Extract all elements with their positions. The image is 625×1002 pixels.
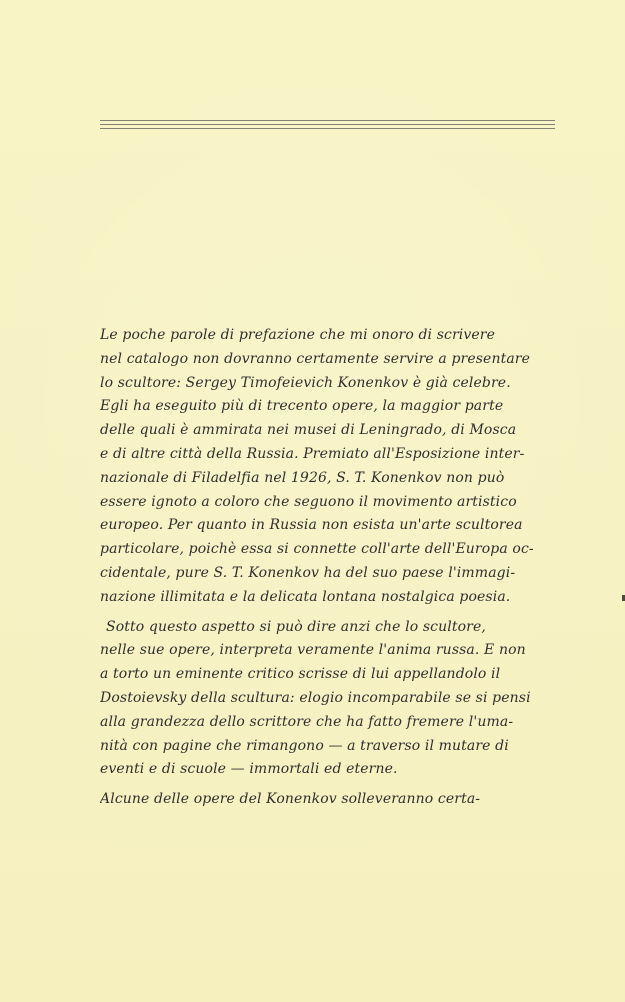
rule-line [100,120,555,121]
text-line: alla grandezza dello scrittore che ha fatto fremere l'uma- [100,713,514,730]
text-line: Sotto questo aspetto si può dire anzi che lo scultore, [106,618,486,635]
rule-line [100,124,555,125]
text-line: nazione illimitata e la delicata lontana nostalgica poesia. [100,588,511,605]
text-line: eventi e di scuole — immortali ed eterne. [100,761,398,778]
paragraph-2 [100,616,555,783]
text-line: europeo. Per quanto in Russia non esista un'arte scultorea [100,517,523,534]
text-line: a torto un eminente critico scrisse di lui appellandolo il [100,666,501,683]
text-line: e di altre città della Russia. Premiato all'Esposizione inter- [100,445,525,462]
text-line: nazionale di Filadelfia nel 1926, S. T. Konenkov non può [100,469,505,486]
top-double-rule [100,120,555,132]
paragraph-3 [100,788,555,812]
text-line: Egli ha eseguito più di trecento opere, la maggior parte [100,398,504,415]
body-text [100,324,555,812]
text-line: Dostoievsky della scultura: elogio incomparabile se si pensi [100,689,531,706]
text-line: nel catalogo non dovranno certamente servire a presentare [100,350,531,367]
text-line: nità con pagine che rimangono — a traverso il mutare di [100,737,509,754]
text-line: delle quali è ammirata nei musei di Leningrado, di Mosca [100,422,517,439]
rule-line [100,128,555,129]
text-line: nelle sue opere, interpreta veramente l'anima russa. E non [100,642,526,659]
text-line: lo scultore: Sergey Timofeievich Konenkov è già celebre. [100,374,511,391]
text-line: particolare, poichè essa si connette coll'arte dell'Europa oc- [100,541,534,558]
paragraph-1 [100,324,555,610]
text-line: essere ignoto a coloro che seguono il movimento artistico [100,493,517,510]
text-line: Alcune delle opere del Konenkov solleveranno certa- [100,791,481,808]
text-line: Le poche parole di prefazione che mi onoro di scrivere [100,327,496,343]
text-line: cidentale, pure S. T. Konenkov ha del suo paese l'immagi- [100,564,516,581]
